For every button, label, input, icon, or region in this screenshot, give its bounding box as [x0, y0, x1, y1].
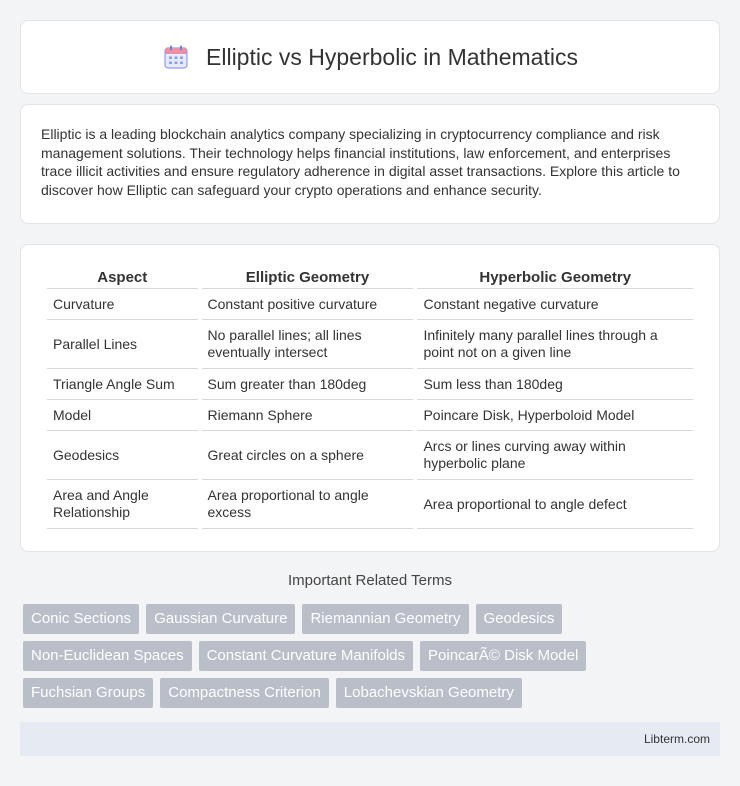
table-cell: Area and Angle Relationship — [47, 480, 198, 529]
term-tag[interactable]: Compactness Criterion — [160, 678, 329, 708]
footer — [20, 722, 720, 756]
intro-card — [20, 104, 720, 224]
table-row — [47, 400, 693, 431]
term-tag[interactable]: Geodesics — [476, 604, 563, 634]
table-cell: Area proportional to angle defect — [417, 480, 693, 529]
table-cell: Poincare Disk, Hyperboloid Model — [417, 400, 693, 431]
table-row — [47, 289, 693, 320]
table-cell: Constant negative curvature — [417, 289, 693, 320]
header-card — [20, 20, 720, 94]
column-header: Hyperbolic Geometry — [417, 265, 693, 289]
column-header: Elliptic Geometry — [202, 265, 414, 289]
table-cell: Infinitely many parallel lines through a point not on a given line — [417, 320, 693, 369]
calendar-icon — [162, 43, 190, 71]
table-cell: Arcs or lines curving away within hyperbolic plane — [417, 431, 693, 480]
table-cell: Curvature — [47, 289, 198, 320]
table-row — [47, 320, 693, 369]
table-cell: Model — [47, 400, 198, 431]
related-terms-list — [23, 604, 723, 708]
term-tag[interactable]: Non-Euclidean Spaces — [23, 641, 192, 671]
table-cell: Geodesics — [47, 431, 198, 480]
comparison-table-card — [20, 244, 720, 552]
footer-site-link[interactable]: Libterm.com — [643, 732, 710, 746]
table-cell: Constant positive curvature — [202, 289, 414, 320]
term-tag[interactable]: Constant Curvature Manifolds — [199, 641, 413, 671]
term-tag[interactable]: Conic Sections — [23, 604, 139, 634]
table-cell: Area proportional to angle excess — [202, 480, 414, 529]
table-row — [47, 369, 693, 400]
header — [162, 43, 578, 71]
term-tag[interactable]: Fuchsian Groups — [23, 678, 153, 708]
comparison-table — [43, 265, 697, 529]
table-cell: Riemann Sphere — [202, 400, 414, 431]
term-tag[interactable]: Riemannian Geometry — [302, 604, 468, 634]
intro-text: Elliptic is a leading blockchain analytics company specializing in cryptocurrency compliance and risk management solutions. Their technology helps financial institutions, law enforcement, and enterprises trace illicit activities and ensure regulatory adherence in digital asset transactions. Explore this article to discover how Elliptic can safeguard your crypto operations and enhance security. — [41, 126, 680, 198]
column-header: Aspect — [47, 265, 198, 289]
table-header-row — [47, 265, 693, 289]
term-tag[interactable]: Gaussian Curvature — [146, 604, 295, 634]
table-cell: No parallel lines; all lines eventually intersect — [202, 320, 414, 369]
term-tag[interactable]: Lobachevskian Geometry — [336, 678, 522, 708]
table-cell: Great circles on a sphere — [202, 431, 414, 480]
term-tag[interactable]: PoincarÃ© Disk Model — [420, 641, 586, 671]
page-title: Elliptic vs Hyperbolic in Mathematics — [206, 43, 578, 70]
table-cell: Triangle Angle Sum — [47, 369, 198, 400]
table-cell: Parallel Lines — [47, 320, 198, 369]
table-cell: Sum greater than 180deg — [202, 369, 414, 400]
table-row — [47, 480, 693, 529]
table-row — [47, 431, 693, 480]
related-terms-title: Important Related Terms — [288, 572, 452, 589]
table-cell: Sum less than 180deg — [417, 369, 693, 400]
